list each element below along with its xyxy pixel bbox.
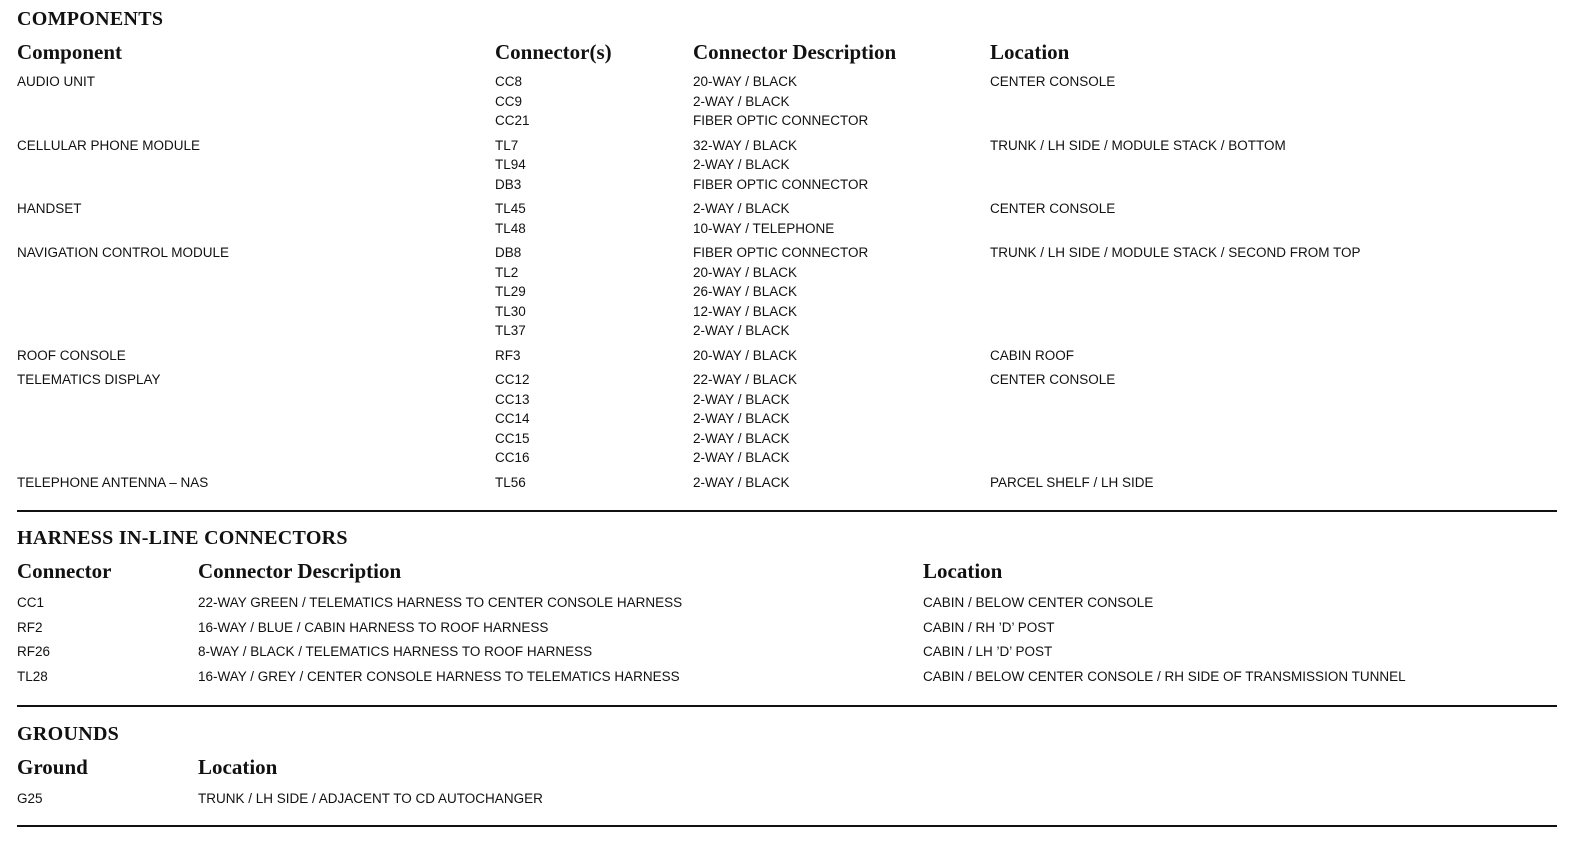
harness-connector-location-cell (923, 642, 1052, 662)
connector-list (495, 473, 526, 493)
table-row (17, 667, 1557, 692)
components-table (17, 72, 1557, 497)
component-name (17, 136, 200, 156)
connector-description: 2-WAY / BLACK (693, 323, 790, 338)
component-location (990, 243, 1361, 263)
connector-description-list (693, 243, 868, 341)
harness-divider (17, 705, 1557, 707)
harness-connector-description: 8-WAY / BLACK / TELEMATICS HARNESS TO ROOF HARNESS (198, 644, 593, 660)
harness-section (17, 527, 1557, 692)
component-name-text: TELEPHONE ANTENNA – NAS (17, 474, 209, 490)
component-name (17, 199, 82, 219)
component-name-text: AUDIO UNIT (17, 74, 96, 89)
component-name-text: ROOF CONSOLE (17, 347, 126, 363)
grounds-header-row (17, 753, 1557, 781)
connector-description-list (693, 370, 797, 468)
harness-connector-description-cell (198, 667, 680, 687)
connector-description: 2-WAY / BLACK (693, 391, 790, 407)
component-name (17, 72, 95, 92)
connector-id: CC21 (495, 113, 530, 128)
ground-column-header: Ground (17, 755, 88, 779)
harness-connector-id-cell (17, 593, 44, 613)
table-row (17, 593, 1557, 618)
table-row (17, 243, 1557, 346)
harness-table (17, 593, 1557, 692)
component-location-text: TRUNK / LH SIDE / MODULE STACK / BOTTOM (990, 137, 1286, 153)
ground-location: TRUNK / LH SIDE / ADJACENT TO CD AUTOCHANGER (198, 791, 543, 806)
harness-connector-location-cell (923, 593, 1153, 613)
grounds-divider (17, 825, 1557, 827)
component-name (17, 473, 208, 493)
component-name-text: TELEMATICS DISPLAY (17, 372, 161, 387)
component-location-text: PARCEL SHELF / LH SIDE (990, 474, 1154, 490)
connector-description: FIBER OPTIC CONNECTOR (693, 113, 869, 128)
component-location (990, 370, 1115, 390)
harness-connector-description: 22-WAY GREEN / TELEMATICS HARNESS TO CENTER CONSOLE HARNESS (198, 595, 683, 610)
component-location (990, 136, 1286, 156)
connector-id: CC15 (495, 430, 530, 446)
connector-description: 12-WAY / BLACK (693, 303, 798, 319)
component-location (990, 72, 1115, 92)
connector-description-list (693, 136, 868, 195)
connector-description-list (693, 346, 797, 366)
harness-description-column-header: Connector Description (198, 559, 402, 583)
connector-id: CC13 (495, 391, 530, 407)
grounds-title: GROUNDS (17, 723, 120, 745)
harness-location-column-header: Location (923, 559, 1003, 583)
connector-list (495, 72, 530, 131)
connector-list (495, 243, 526, 341)
connector-description: 20-WAY / BLACK (693, 74, 798, 89)
connector-description: FIBER OPTIC CONNECTOR (693, 245, 869, 260)
grounds-section (17, 723, 1557, 813)
connector-id: TL37 (495, 323, 526, 338)
component-name (17, 346, 126, 366)
harness-connector-description: 16-WAY / BLUE / CABIN HARNESS TO ROOF HARNESS (198, 619, 549, 635)
description-column-header: Connector Description (693, 40, 897, 64)
connector-description: 26-WAY / BLACK (693, 284, 798, 299)
harness-connector-id-cell (17, 618, 43, 638)
connector-column-header: Connector (17, 559, 112, 583)
component-location (990, 346, 1074, 366)
harness-connector-location: CABIN / RH ’D’ POST (923, 619, 1055, 635)
connector-description: 2-WAY / BLACK (693, 430, 790, 446)
harness-connector-location-cell (923, 618, 1055, 638)
connector-id: CC16 (495, 450, 530, 465)
connector-list (495, 136, 526, 195)
connector-description: FIBER OPTIC CONNECTOR (693, 176, 869, 192)
connector-id: RF3 (495, 347, 521, 363)
connector-id: CC12 (495, 372, 530, 387)
connector-description-list (693, 473, 790, 493)
harness-connector-id-cell (17, 667, 48, 687)
connector-description: 2-WAY / BLACK (693, 411, 790, 426)
harness-connector-description-cell (198, 618, 548, 638)
connector-id: CC14 (495, 411, 530, 426)
connector-id: DB3 (495, 176, 522, 192)
table-row (17, 370, 1557, 473)
connector-id: TL7 (495, 137, 519, 153)
component-location (990, 199, 1115, 219)
harness-connector-id: CC1 (17, 595, 45, 610)
harness-connector-description-cell (198, 593, 682, 613)
connector-description-list (693, 199, 834, 238)
table-row (17, 618, 1557, 643)
ground-location-column-header: Location (198, 755, 278, 779)
connector-description-list (693, 72, 868, 131)
connector-description: 2-WAY / BLACK (693, 450, 790, 465)
table-row (17, 72, 1557, 136)
table-row (17, 199, 1557, 243)
location-column-header: Location (990, 40, 1070, 64)
component-location-text: CENTER CONSOLE (990, 201, 1116, 216)
connector-description: 10-WAY / TELEPHONE (693, 220, 835, 236)
harness-title: HARNESS IN-LINE CONNECTORS (17, 527, 348, 549)
connector-id: TL48 (495, 220, 526, 236)
ground-id: G25 (17, 791, 43, 806)
connector-description: 22-WAY / BLACK (693, 372, 798, 387)
harness-connector-id: TL28 (17, 669, 48, 685)
connector-description: 2-WAY / BLACK (693, 474, 790, 490)
component-location-text: CENTER CONSOLE (990, 74, 1116, 89)
components-header-row (17, 38, 1557, 66)
harness-connector-location: CABIN / BELOW CENTER CONSOLE (923, 595, 1154, 610)
connector-id: DB8 (495, 245, 522, 260)
table-row (17, 642, 1557, 667)
component-location (990, 473, 1154, 493)
harness-connector-description: 16-WAY / GREY / CENTER CONSOLE HARNESS TO TELEMATICS HARNESS (198, 669, 680, 685)
harness-connector-location-cell (923, 667, 1406, 687)
connector-id: TL94 (495, 157, 526, 172)
connector-id: TL30 (495, 303, 526, 319)
components-title: COMPONENTS (17, 8, 164, 30)
ground-location-cell (198, 789, 543, 809)
table-row (17, 789, 1557, 813)
component-location-text: CABIN ROOF (990, 347, 1075, 363)
connector-list (495, 199, 526, 238)
grounds-table (17, 789, 1557, 813)
component-name-text: HANDSET (17, 201, 82, 216)
connector-id: TL56 (495, 474, 526, 490)
connector-description: 2-WAY / BLACK (693, 157, 790, 172)
connector-id: CC9 (495, 93, 523, 109)
connector-description: 2-WAY / BLACK (693, 201, 790, 216)
component-location-text: CENTER CONSOLE (990, 372, 1116, 387)
components-section (17, 8, 1557, 497)
connector-description: 32-WAY / BLACK (693, 137, 798, 153)
component-name-text: NAVIGATION CONTROL MODULE (17, 245, 230, 260)
components-divider (17, 510, 1557, 512)
harness-connector-id: RF2 (17, 619, 43, 635)
harness-connector-location: CABIN / LH ’D’ POST (923, 644, 1053, 660)
harness-header-row (17, 557, 1557, 585)
component-name-text: CELLULAR PHONE MODULE (17, 137, 201, 153)
component-name (17, 370, 161, 390)
component-column-header: Component (17, 40, 123, 64)
harness-connector-location: CABIN / BELOW CENTER CONSOLE / RH SIDE OF TRANSMISSION TUNNEL (923, 669, 1406, 685)
connectors-column-header: Connector(s) (495, 40, 612, 64)
connector-id: TL45 (495, 201, 526, 216)
connector-description: 20-WAY / BLACK (693, 264, 798, 280)
table-row (17, 346, 1557, 371)
harness-connector-id-cell (17, 642, 50, 662)
connector-description: 2-WAY / BLACK (693, 93, 790, 109)
component-location-text: TRUNK / LH SIDE / MODULE STACK / SECOND FROM TOP (990, 245, 1361, 260)
connector-id: TL29 (495, 284, 526, 299)
component-name (17, 243, 229, 263)
connector-list (495, 370, 530, 468)
connector-id: CC8 (495, 74, 523, 89)
connector-description: 20-WAY / BLACK (693, 347, 798, 363)
harness-connector-id: RF26 (17, 644, 51, 660)
table-row (17, 136, 1557, 200)
connector-id: TL2 (495, 264, 519, 280)
connector-list (495, 346, 521, 366)
table-row (17, 473, 1557, 498)
harness-connector-description-cell (198, 642, 592, 662)
ground-id-cell (17, 789, 43, 809)
